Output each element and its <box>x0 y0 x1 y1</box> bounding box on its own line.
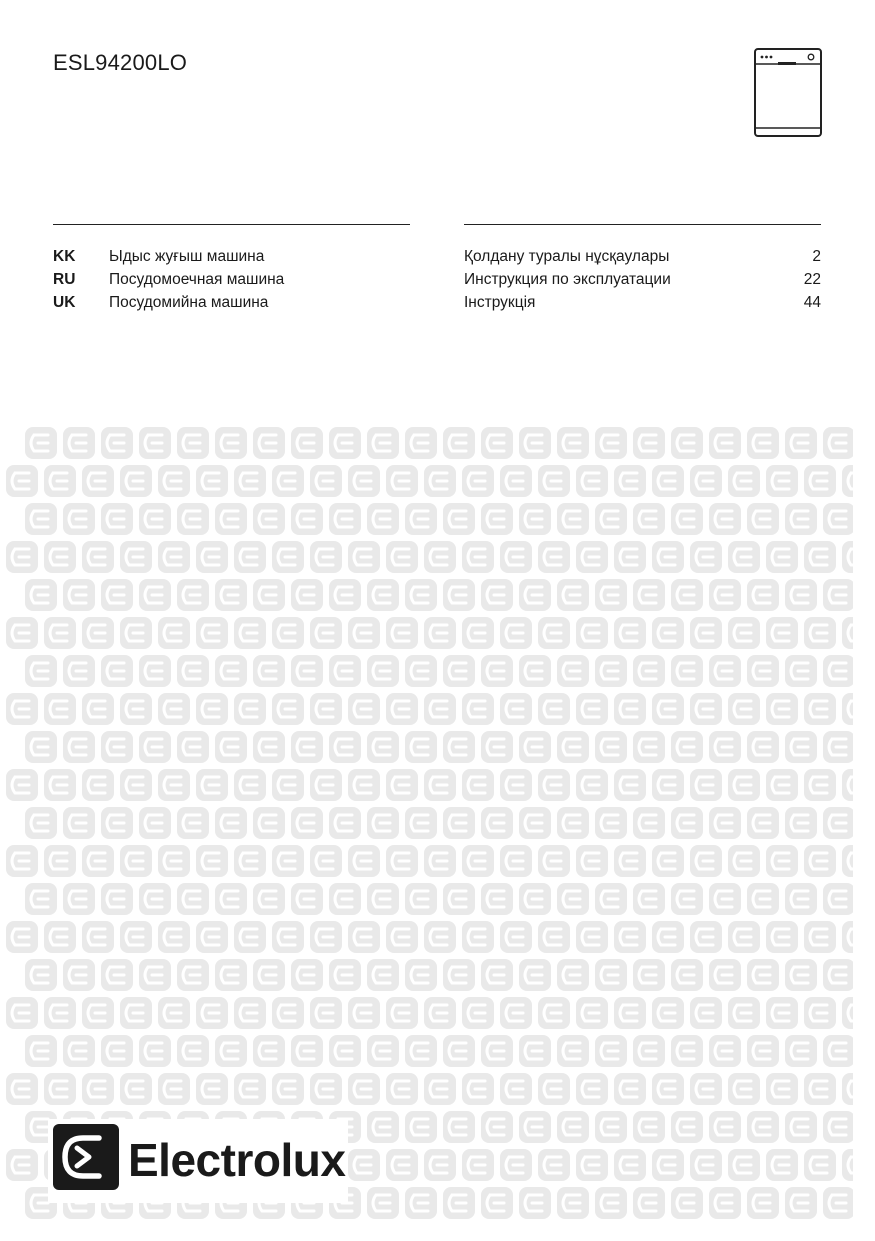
manual-title: Інструкція <box>464 294 536 311</box>
page-number: 2 <box>812 248 821 265</box>
language-row-ru <box>53 269 821 292</box>
logo-pattern-background <box>0 425 875 1225</box>
divider-right <box>464 224 821 225</box>
brand-wordmark: Electrolux <box>128 1134 346 1186</box>
language-row-uk <box>53 292 821 315</box>
language-name: Посудомоечная машина <box>109 271 285 288</box>
language-code: RU <box>53 271 76 288</box>
page-number: 22 <box>803 271 821 288</box>
dishwasher-icon <box>754 48 822 138</box>
language-code: KK <box>53 248 76 265</box>
manual-title: Инструкция по эксплуатации <box>464 271 671 288</box>
language-name: Ыдыс жуғыш машина <box>109 248 265 265</box>
language-index <box>53 246 821 315</box>
language-code: UK <box>53 294 76 311</box>
language-row-kk <box>53 246 821 269</box>
model-number: ESL94200LO <box>53 50 188 75</box>
electrolux-logo-icon <box>53 1124 119 1190</box>
manual-title: Қолдану туралы нұсқаулары <box>464 248 670 265</box>
page-number: 44 <box>803 294 821 311</box>
language-name: Посудомийна машина <box>109 294 269 311</box>
divider-left <box>53 224 410 225</box>
